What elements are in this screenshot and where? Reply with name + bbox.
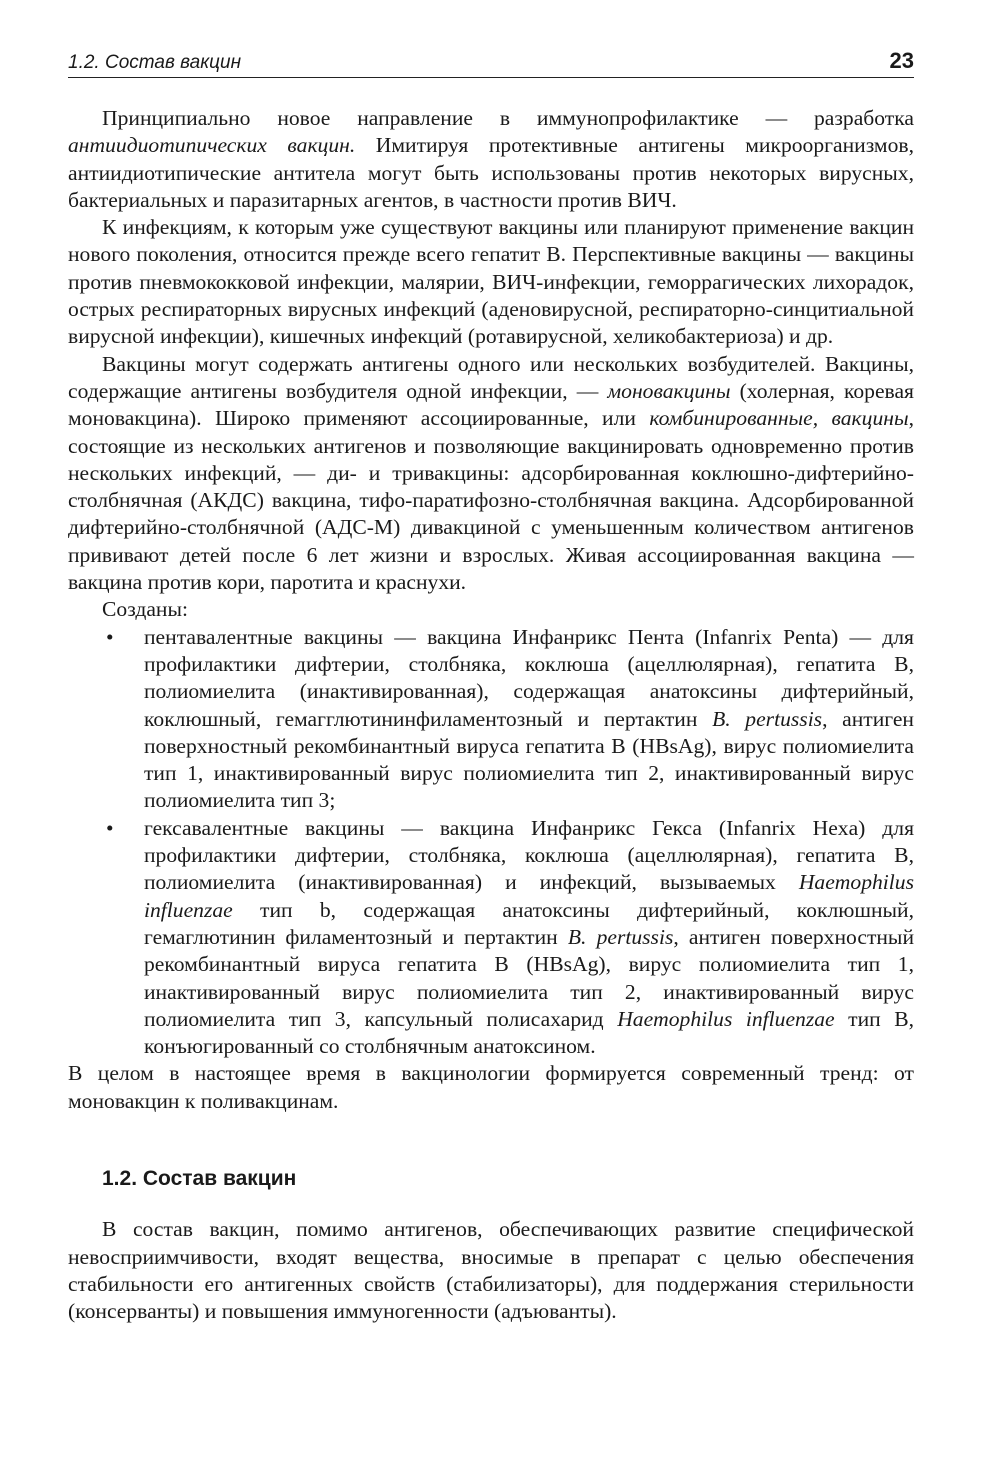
page-number: 23 bbox=[889, 48, 914, 73]
document-page bbox=[68, 40, 914, 1325]
running-header bbox=[68, 40, 914, 78]
italic-term: антиидиотипических вакцин. bbox=[68, 133, 356, 158]
italic-term: комбинированные, вакцины bbox=[649, 406, 909, 431]
section-heading: 1.2. Состав вакцин bbox=[102, 1166, 297, 1190]
paragraph-composition: В состав вакцин, помимо антигенов, обеспечивающих развитие специфической невосприимчивости, входят вещества, вносимые в препарат с целью обеспечения стабильности его антигенных свойств (стабилизаторы), для поддержания стерильности (консерванты) и повышения иммуногенности (адъюванты). bbox=[68, 1217, 914, 1324]
body-text bbox=[68, 105, 914, 1325]
text-run: Вакцины могут содержать антигены одного или нескольких возбудителей. Вакцины, содержащие антигены возбудителя одной инфекции, — bbox=[68, 351, 914, 403]
text-run: Имитируя протективные антигены микроорганизмов, антиидиотипические антитела могут быть использованы против некоторых вирусных, бактериальных и паразитарных агентов, в частности против ВИЧ. bbox=[68, 133, 914, 212]
italic-term: моновакцины bbox=[607, 378, 731, 403]
italic-term: Haemophilus influenzae bbox=[144, 870, 914, 922]
bullet-marker: • bbox=[106, 815, 114, 840]
paragraph-combined-vaccines bbox=[68, 351, 914, 597]
text-run: , антиген поверхностный рекомбинантный вируса гепатита В (HBsAg), вирус полиомиелита тип 1, инактивированный вирус полиомиелита тип 2, инактивированный вирус полиомиелита тип 3, капсульный полисахарид bbox=[144, 924, 914, 1031]
text-run: гексавалентные вакцины — вакцина Инфанрикс Гекса (Infanrix Hexa) для профилактики дифтерии, столбняка, коклюша (ацеллюлярная), гепатита В, полиомиелита (инактивированная) и инфекций, вызываемых bbox=[144, 815, 914, 895]
italic-term: B. pertussis bbox=[712, 706, 823, 731]
italic-term: B. pertussis bbox=[567, 924, 674, 949]
italic-term: Haemophilus influenzae bbox=[617, 1006, 835, 1031]
text-run: тип В, конъюгированный со столбнячным анатоксином. bbox=[144, 1006, 914, 1059]
bullet-marker: • bbox=[106, 624, 114, 649]
bullet-list bbox=[68, 624, 914, 1061]
paragraph-anti-idiotypic bbox=[68, 105, 914, 214]
text-run: (холерная, коревая моновакцина). Широко применяют ассоциированные, или bbox=[68, 378, 914, 431]
text-run: , состоящие из нескольких антигенов и позволяющие вакцинировать одновременно против нескольких инфекций, — ди- и тривакцины: адсорбированная коклюшно-дифтерийно-столбнячная (АКДС) вакцина, тифо-паратифозно-столбнячная вакцина. Адсорбированной дифтерийно-столбнячной (АДС-М) дивакциной с уменьшенным количеством антигенов прививают детей после 6 лет жизни и взрослых. Живая ассоциированная вакцина — вакцина против кори, паротита и краснухи. bbox=[68, 406, 914, 595]
text-run: пентавалентные вакцины — вакцина Инфанрикс Пента (Infanrix Penta) — для профилактики дифтерии, столбняка, коклюша (ацеллюлярная), гепатита В, полиомиелита (инактивированная), содержащая анатоксины дифтерийный, коклюшный, гемагглютининфиламентозный и пертактин bbox=[144, 624, 914, 731]
text-run: , антиген поверхностный рекомбинантный вируса гепатита В (HBsAg), вирус полиомиелита тип 1, инактивированный вирус полиомиелита тип 2, инактивированный вирус полиомиелита тип 3; bbox=[144, 706, 914, 813]
paragraph-created: Созданы: bbox=[102, 597, 188, 622]
text-run: Принципиально новое направление в иммунопрофилактике — разработка bbox=[102, 106, 914, 130]
list-item-pentavalent bbox=[68, 624, 914, 815]
text-run: тип b, содержащая анатоксины дифтерийный, коклюшный, гемаглютинин филаментозный и пертактин bbox=[144, 897, 914, 949]
running-title: 1.2. Состав вакцин bbox=[68, 52, 242, 73]
list-item-hexavalent bbox=[68, 815, 914, 1061]
paragraph-infections: К инфекциям, к которым уже существуют вакцины или планируют применение вакцин нового поколения, относится прежде всего гепатит В. Перспективные вакцины — вакцины против пневмококковой инфекции, малярии, ВИЧ-инфекции, геморрагических лихорадок, острых респираторных вирусных инфекций (аденовирусной, респираторно-синцитиальной вирусной инфекции), кишечных инфекций (ротавирусной, хеликобактериоза) и др. bbox=[68, 215, 914, 349]
paragraph-trend: В целом в настоящее время в вакцинологии формируется современный тренд: от моновакцин к поливакцинам. bbox=[68, 1061, 914, 1113]
